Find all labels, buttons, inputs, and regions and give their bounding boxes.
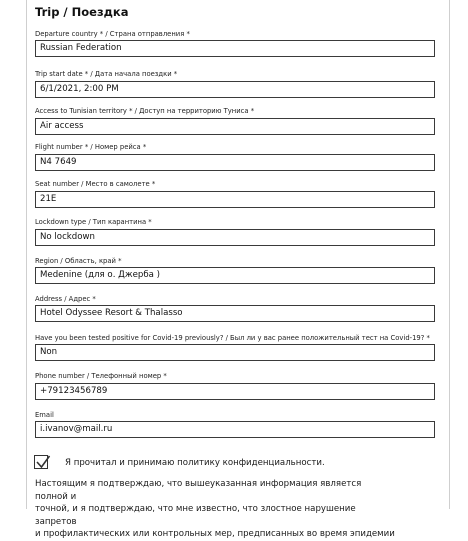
consent-checkbox[interactable]: [34, 455, 48, 469]
declaration-line: Настоящим я подтверждаю, что вышеуказанная информация является полной и: [35, 479, 362, 502]
address-field[interactable]: Hotel Odyssee Resort & Thalasso: [35, 305, 435, 322]
lockdown-type-label: Lockdown type / Тип карантина *: [35, 218, 152, 226]
access-territory-field[interactable]: Air access: [35, 118, 435, 135]
phone-number-field[interactable]: +79123456789: [35, 383, 435, 400]
address-label: Address / Адрес *: [35, 295, 96, 303]
lockdown-type-field[interactable]: No lockdown: [35, 229, 435, 246]
section-title: Trip / Поездка: [35, 5, 129, 19]
seat-number-label: Seat number / Место в самолете *: [35, 180, 156, 188]
region-label: Region / Область, край *: [35, 257, 122, 265]
flight-number-label: Flight number * / Номер рейса *: [35, 143, 147, 151]
declaration-text: [35, 478, 395, 541]
consent-label: Я прочитал и принимаю политику конфиденциальности.: [65, 458, 325, 468]
access-territory-label: Access to Tunisian territory * / Доступ на территорию Туниса *: [35, 107, 255, 115]
region-field[interactable]: Medenine (для о. Джерба ): [35, 267, 435, 284]
flight-number-field[interactable]: N4 7649: [35, 154, 435, 171]
phone-number-label: Phone number / Телефонный номер *: [35, 372, 167, 380]
covid-tested-label: Have you been tested positive for Covid-19 previously? / Был ли у вас ранее положительный тест на Covid-19? *: [35, 334, 430, 342]
email-label: Email: [35, 411, 54, 419]
departure-country-label: Departure country * / Страна отправления *: [35, 30, 190, 38]
departure-country-field[interactable]: Russian Federation: [35, 40, 435, 57]
covid-tested-field[interactable]: Non: [35, 344, 435, 361]
trip-start-date-label: Trip start date * / Дата начала поездки *: [35, 70, 178, 78]
seat-number-field[interactable]: 21E: [35, 191, 435, 208]
declaration-line: точной, и я подтверждаю, что мне известно, что злостное нарушение запретов: [35, 504, 356, 527]
declaration-line: и профилактических или контрольных мер, предписанных во время эпидемии: [35, 529, 395, 539]
checkmark-icon: [35, 454, 51, 470]
trip-start-date-field[interactable]: 6/1/2021, 2:00 PM: [35, 81, 435, 98]
email-field[interactable]: i.ivanov@mail.ru: [35, 421, 435, 438]
